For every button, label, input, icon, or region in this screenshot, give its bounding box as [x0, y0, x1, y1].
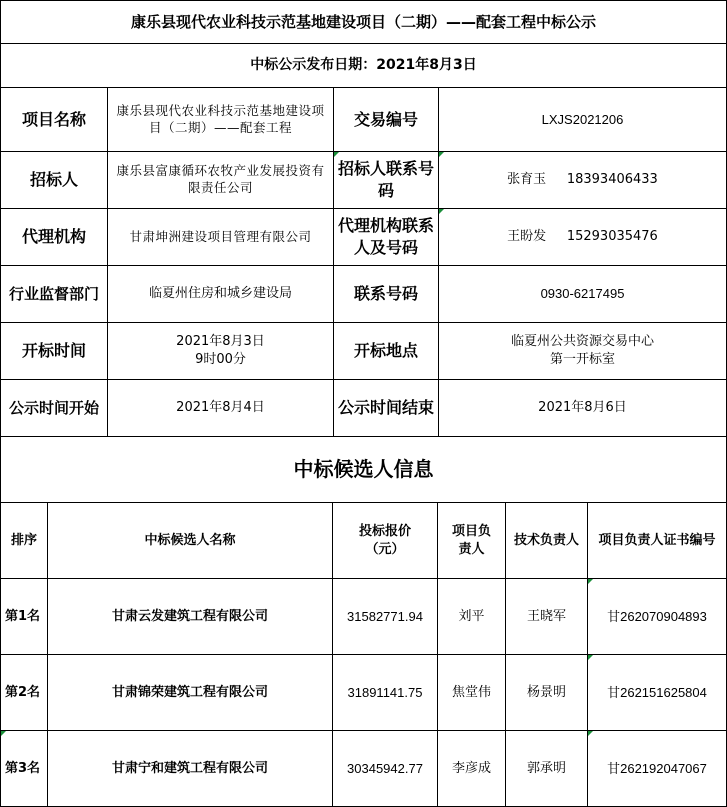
open-place-line2: 第一开标室 — [549, 352, 615, 367]
project-name-label: 项目名称 — [0, 88, 108, 152]
tenderer-label: 招标人 — [0, 152, 108, 209]
candidate-manager: 焦堂伟 — [438, 655, 506, 731]
candidate-name: 甘肃锦荣建筑工程有限公司 — [48, 655, 333, 731]
tenderer-value: 康乐县富康循环农牧产业发展投资有限责任公司 — [108, 152, 334, 209]
open-time-label: 开标时间 — [0, 323, 108, 380]
agency-contact-label: 代理机构联系人及号码 — [334, 209, 439, 266]
agency-value: 甘肃坤洲建设项目管理有限公司 — [108, 209, 334, 266]
header-bid-price: 投标报价（元） — [333, 503, 438, 579]
notice-title: 康乐县现代农业科技示范基地建设项目（二期）——配套工程中标公示 — [0, 0, 727, 44]
open-place-label: 开标地点 — [334, 323, 439, 380]
trade-no-value: LXJS2021206 — [439, 88, 727, 152]
candidate-rank: 第1名 — [0, 579, 48, 655]
trade-no-label: 交易编号 — [334, 88, 439, 152]
candidate-cert: 甘262151625804 — [588, 655, 727, 731]
open-place-line1: 临夏州公共资源交易中心 — [510, 334, 654, 350]
tenderer-contact-label: 招标人联系号码 — [334, 152, 439, 209]
notice-start-value: 2021年8月4日 — [108, 380, 334, 437]
notice-end-value: 2021年8月6日 — [439, 380, 727, 437]
supervisor-value: 临夏州住房和城乡建设局 — [108, 266, 334, 323]
candidate-cert: 甘262192047067 — [588, 731, 727, 807]
open-place-value — [439, 323, 727, 380]
supervisor-label: 行业监督部门 — [0, 266, 108, 323]
notice-end-label: 公示时间结束 — [334, 380, 439, 437]
header-cert-no: 项目负责人证书编号 — [588, 503, 727, 579]
header-tech-manager: 技术负责人 — [506, 503, 588, 579]
candidate-manager: 李彦成 — [438, 731, 506, 807]
header-rank: 排序 — [0, 503, 48, 579]
candidate-name: 甘肃宁和建筑工程有限公司 — [48, 731, 333, 807]
candidate-rank: 第2名 — [0, 655, 48, 731]
phone-label: 联系号码 — [334, 266, 439, 323]
candidate-tech: 杨景明 — [506, 655, 588, 731]
project-name-value: 康乐县现代农业科技示范基地建设项目（二期）——配套工程 — [108, 88, 334, 152]
candidate-tech: 郭承明 — [506, 731, 588, 807]
candidate-rank: 第3名 — [0, 731, 48, 807]
candidate-manager: 刘平 — [438, 579, 506, 655]
header-project-manager: 项目负责人 — [438, 503, 506, 579]
candidates-section-title: 中标候选人信息 — [0, 437, 727, 503]
candidate-name: 甘肃云发建筑工程有限公司 — [48, 579, 333, 655]
agency-contact-value: 王盼发 15293035476 — [439, 209, 727, 266]
candidate-price: 31891141.75 — [333, 655, 438, 731]
candidate-price: 31582771.94 — [333, 579, 438, 655]
phone-value: 0930-6217495 — [439, 266, 727, 323]
agency-label: 代理机构 — [0, 209, 108, 266]
publish-date: 中标公示发布日期：2021年8月3日 — [0, 44, 727, 88]
candidate-price: 30345942.77 — [333, 731, 438, 807]
notice-start-label: 公示时间开始 — [0, 380, 108, 437]
header-candidate-name: 中标候选人名称 — [48, 503, 333, 579]
candidate-cert: 甘262070904893 — [588, 579, 727, 655]
open-time-date: 2021年8月3日 — [176, 334, 265, 350]
candidate-tech: 王晓军 — [506, 579, 588, 655]
open-time-value — [108, 323, 334, 380]
open-time-hour: 9时00分 — [195, 352, 246, 367]
tenderer-contact-value: 张育玉 18393406433 — [439, 152, 727, 209]
